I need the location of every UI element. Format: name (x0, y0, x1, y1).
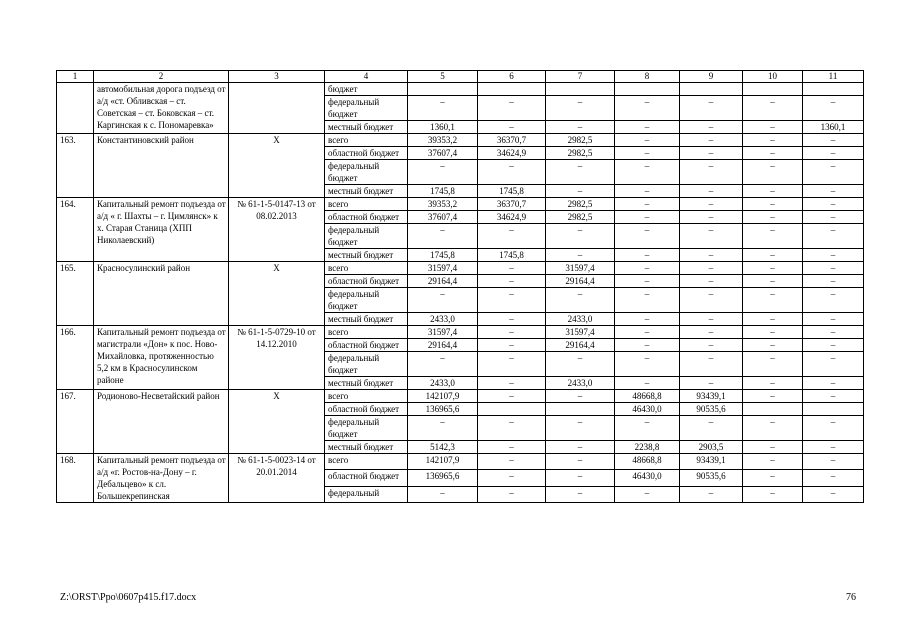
amount-cell (408, 83, 478, 96)
amount-cell: 136965,6 (408, 470, 478, 486)
amount-cell: – (408, 486, 478, 502)
amount-cell: 1360,1 (408, 121, 478, 134)
column-number-cell: 7 (546, 71, 615, 83)
amount-cell: – (408, 96, 478, 121)
amount-cell (803, 83, 864, 96)
amount-cell: – (680, 377, 743, 390)
amount-cell: 36370,7 (478, 198, 546, 211)
amount-cell: – (680, 160, 743, 185)
amount-cell: – (743, 288, 803, 313)
funding-source-cell: федеральный бюджет (325, 160, 408, 185)
amount-cell: – (803, 313, 864, 326)
amount-cell: – (680, 339, 743, 352)
amount-cell: – (615, 288, 680, 313)
amount-cell: – (803, 416, 864, 441)
amount-cell: – (743, 313, 803, 326)
amount-cell: – (743, 326, 803, 339)
amount-cell (478, 403, 546, 416)
funding-source-cell: областной бюджет (325, 275, 408, 288)
amount-cell: – (803, 454, 864, 470)
object-name-cell: Капитальный ремонт подъезда от а/д «г. Ростов-на-Дону – г. Дебальцево» к сл. Большекрепинская (94, 454, 229, 503)
amount-cell: 1745,8 (408, 249, 478, 262)
funding-source-cell: местный бюджет (325, 185, 408, 198)
amount-cell: – (680, 147, 743, 160)
amount-cell: – (743, 470, 803, 486)
row-number-cell: 164. (57, 198, 94, 262)
amount-cell: – (546, 470, 615, 486)
amount-cell: 1360,1 (803, 121, 864, 134)
amount-cell: 90535,6 (680, 470, 743, 486)
amount-cell: – (478, 377, 546, 390)
row-number-cell: 165. (57, 262, 94, 326)
row-number-cell (57, 83, 94, 134)
funding-source-cell: областной бюджет (325, 339, 408, 352)
amount-cell: – (478, 313, 546, 326)
amount-cell: 2903,5 (680, 441, 743, 454)
amount-cell: – (615, 275, 680, 288)
amount-cell (743, 83, 803, 96)
column-number-cell: 9 (680, 71, 743, 83)
row-number-cell: 163. (57, 134, 94, 198)
amount-cell: – (803, 211, 864, 224)
amount-cell: 2433,0 (546, 313, 615, 326)
budget-table (56, 70, 864, 503)
amount-cell: – (743, 339, 803, 352)
amount-cell: 31597,4 (408, 262, 478, 275)
funding-source-cell: федеральный бюджет (325, 288, 408, 313)
amount-cell: – (408, 288, 478, 313)
amount-cell: 2238,8 (615, 441, 680, 454)
amount-cell: 36370,7 (478, 134, 546, 147)
amount-cell: – (803, 224, 864, 249)
column-number-cell: 11 (803, 71, 864, 83)
amount-cell: 1745,8 (478, 249, 546, 262)
amount-cell (680, 83, 743, 96)
amount-cell: – (546, 454, 615, 470)
amount-cell: – (743, 416, 803, 441)
funding-source-cell: местный бюджет (325, 313, 408, 326)
amount-cell: – (615, 416, 680, 441)
amount-cell: 29164,4 (408, 339, 478, 352)
amount-cell: – (743, 390, 803, 403)
row-number-cell: 166. (57, 326, 94, 390)
amount-cell: – (615, 352, 680, 377)
table-row (57, 454, 864, 470)
table-row (57, 390, 864, 403)
amount-cell: – (803, 326, 864, 339)
funding-source-cell: федеральный (325, 486, 408, 502)
amount-cell: 2982,5 (546, 134, 615, 147)
page-number: 76 (846, 592, 856, 603)
amount-cell: 48668,8 (615, 390, 680, 403)
object-name-cell: автомобильная дорога подъезд от а/д «ст. Обливская – ст. Советская – ст. Боковская – ст. Каргинская к с. Пономаревка» (94, 83, 229, 134)
funding-source-cell: местный бюджет (325, 441, 408, 454)
amount-cell: 2982,5 (546, 147, 615, 160)
object-name-cell: Капитальный ремонт подъезда от а/д « г. Шахты – г. Цимлянск» к х. Старая Станица (ХПП Николаевский) (94, 198, 229, 262)
amount-cell: – (546, 288, 615, 313)
amount-cell: 90535,6 (680, 403, 743, 416)
amount-cell: – (546, 249, 615, 262)
amount-cell: – (680, 96, 743, 121)
amount-cell: – (615, 121, 680, 134)
amount-cell: – (803, 147, 864, 160)
amount-cell: – (680, 288, 743, 313)
amount-cell: – (615, 147, 680, 160)
amount-cell: – (743, 249, 803, 262)
amount-cell (803, 403, 864, 416)
column-number-cell: 8 (615, 71, 680, 83)
amount-cell: – (615, 326, 680, 339)
amount-cell: – (546, 352, 615, 377)
amount-cell: – (408, 224, 478, 249)
amount-cell: 93439,1 (680, 454, 743, 470)
funding-source-cell: всего (325, 326, 408, 339)
funding-source-cell: областной бюджет (325, 403, 408, 416)
amount-cell: – (615, 160, 680, 185)
amount-cell: – (803, 249, 864, 262)
amount-cell: – (803, 377, 864, 390)
amount-cell: – (478, 288, 546, 313)
column-number-cell: 1 (57, 71, 94, 83)
column-number-cell: 5 (408, 71, 478, 83)
funding-source-cell: всего (325, 134, 408, 147)
amount-cell: – (615, 339, 680, 352)
amount-cell: 2982,5 (546, 198, 615, 211)
amount-cell: 2982,5 (546, 211, 615, 224)
amount-cell: – (680, 326, 743, 339)
amount-cell: – (803, 352, 864, 377)
object-name-cell: Капитальный ремонт подъезда от магистрали «Дон» к пос. Ново-Михайловка, протяженностью 5,2 км в Красносулинском районе (94, 326, 229, 390)
amount-cell: – (478, 275, 546, 288)
amount-cell: 1745,8 (478, 185, 546, 198)
document-ref-cell: № 61-1-5-0147-13 от 08.02.2013 (229, 198, 325, 262)
document-ref-cell: X (229, 262, 325, 326)
amount-cell: – (478, 470, 546, 486)
column-number-cell: 10 (743, 71, 803, 83)
amount-cell: 5142,3 (408, 441, 478, 454)
amount-cell: – (803, 185, 864, 198)
amount-cell: 48668,8 (615, 454, 680, 470)
amount-cell: – (743, 377, 803, 390)
amount-cell: – (803, 275, 864, 288)
funding-source-cell: федеральный бюджет (325, 96, 408, 121)
amount-cell: – (478, 441, 546, 454)
amount-cell: 37607,4 (408, 147, 478, 160)
amount-cell: – (478, 486, 546, 502)
amount-cell: – (743, 160, 803, 185)
amount-cell: – (546, 160, 615, 185)
funding-source-cell: всего (325, 262, 408, 275)
amount-cell: – (478, 390, 546, 403)
object-name-cell: Родионово-Несветайский район (94, 390, 229, 454)
funding-source-cell: областной бюджет (325, 147, 408, 160)
amount-cell: – (743, 441, 803, 454)
amount-cell: – (478, 454, 546, 470)
amount-cell: – (546, 486, 615, 502)
column-number-row (57, 71, 864, 83)
table-row (57, 326, 864, 339)
row-number-cell: 167. (57, 390, 94, 454)
amount-cell: – (546, 224, 615, 249)
amount-cell: – (546, 441, 615, 454)
amount-cell: – (743, 486, 803, 502)
row-number-cell: 168. (57, 454, 94, 503)
amount-cell: 29164,4 (408, 275, 478, 288)
amount-cell: – (615, 262, 680, 275)
funding-source-cell: областной бюджет (325, 470, 408, 486)
amount-cell: 31597,4 (546, 326, 615, 339)
amount-cell: – (478, 326, 546, 339)
amount-cell: 29164,4 (546, 275, 615, 288)
funding-source-cell: федеральный бюджет (325, 352, 408, 377)
funding-source-cell: местный бюджет (325, 249, 408, 262)
amount-cell: – (546, 185, 615, 198)
table-row (57, 83, 864, 96)
amount-cell: – (478, 121, 546, 134)
amount-cell: 39353,2 (408, 198, 478, 211)
amount-cell: – (680, 486, 743, 502)
amount-cell: – (803, 486, 864, 502)
amount-cell: – (680, 224, 743, 249)
funding-source-cell: местный бюджет (325, 121, 408, 134)
object-name-cell: Константиновский район (94, 134, 229, 198)
amount-cell: 34624,9 (478, 147, 546, 160)
amount-cell: – (615, 134, 680, 147)
amount-cell: 46430,0 (615, 403, 680, 416)
funding-source-cell: федеральный бюджет (325, 224, 408, 249)
amount-cell: – (478, 224, 546, 249)
amount-cell: – (478, 416, 546, 441)
amount-cell: – (408, 352, 478, 377)
amount-cell: – (803, 470, 864, 486)
amount-cell: 37607,4 (408, 211, 478, 224)
document-sheet (56, 70, 863, 503)
amount-cell: – (743, 134, 803, 147)
amount-cell: – (680, 121, 743, 134)
amount-cell: – (546, 390, 615, 403)
amount-cell: – (680, 262, 743, 275)
amount-cell: – (743, 262, 803, 275)
amount-cell: – (680, 313, 743, 326)
amount-cell: – (615, 96, 680, 121)
amount-cell (546, 403, 615, 416)
amount-cell: 46430,0 (615, 470, 680, 486)
amount-cell: – (478, 339, 546, 352)
amount-cell: 39353,2 (408, 134, 478, 147)
amount-cell: – (803, 390, 864, 403)
amount-cell: – (615, 313, 680, 326)
amount-cell: – (615, 249, 680, 262)
funding-source-cell: областной бюджет (325, 211, 408, 224)
amount-cell: – (803, 96, 864, 121)
amount-cell: – (743, 198, 803, 211)
amount-cell: – (743, 224, 803, 249)
amount-cell: – (478, 96, 546, 121)
document-ref-cell: № 61-1-5-0729-10 от 14.12.2010 (229, 326, 325, 390)
amount-cell: – (680, 416, 743, 441)
amount-cell: – (546, 416, 615, 441)
amount-cell (546, 83, 615, 96)
amount-cell (615, 83, 680, 96)
amount-cell: 142107,9 (408, 454, 478, 470)
funding-source-cell: бюджет (325, 83, 408, 96)
amount-cell: 31597,4 (546, 262, 615, 275)
document-ref-cell (229, 83, 325, 134)
column-number-cell: 4 (325, 71, 408, 83)
amount-cell: – (680, 211, 743, 224)
amount-cell: – (615, 224, 680, 249)
object-name-cell: Красносулинский район (94, 262, 229, 326)
amount-cell: – (546, 121, 615, 134)
funding-source-cell: всего (325, 198, 408, 211)
table-row (57, 134, 864, 147)
amount-cell: 93439,1 (680, 390, 743, 403)
amount-cell: – (803, 134, 864, 147)
amount-cell: – (478, 352, 546, 377)
amount-cell: – (743, 121, 803, 134)
document-ref-cell: X (229, 134, 325, 198)
table-row (57, 262, 864, 275)
amount-cell: – (743, 211, 803, 224)
amount-cell: – (680, 198, 743, 211)
column-number-cell: 6 (478, 71, 546, 83)
amount-cell: – (803, 339, 864, 352)
amount-cell: – (546, 96, 615, 121)
amount-cell (478, 83, 546, 96)
amount-cell (743, 403, 803, 416)
amount-cell: – (680, 249, 743, 262)
amount-cell: 136965,6 (408, 403, 478, 416)
amount-cell: – (743, 147, 803, 160)
document-ref-cell: № 61-1-5-0023-14 от 20.01.2014 (229, 454, 325, 503)
amount-cell: – (743, 275, 803, 288)
amount-cell: – (615, 198, 680, 211)
amount-cell: – (680, 185, 743, 198)
amount-cell: – (680, 134, 743, 147)
amount-cell: 29164,4 (546, 339, 615, 352)
amount-cell: – (803, 441, 864, 454)
amount-cell: 2433,0 (546, 377, 615, 390)
amount-cell: – (680, 352, 743, 377)
funding-source-cell: всего (325, 454, 408, 470)
table-row (57, 198, 864, 211)
table-body (57, 71, 864, 503)
amount-cell: – (680, 275, 743, 288)
amount-cell: – (478, 160, 546, 185)
amount-cell: 2433,0 (408, 313, 478, 326)
funding-source-cell: местный бюджет (325, 377, 408, 390)
amount-cell: – (743, 454, 803, 470)
amount-cell: – (478, 262, 546, 275)
amount-cell: – (615, 185, 680, 198)
amount-cell: – (408, 416, 478, 441)
amount-cell: 142107,9 (408, 390, 478, 403)
amount-cell: – (803, 262, 864, 275)
amount-cell: – (803, 198, 864, 211)
amount-cell: – (803, 160, 864, 185)
amount-cell: – (743, 185, 803, 198)
funding-source-cell: всего (325, 390, 408, 403)
document-ref-cell: X (229, 390, 325, 454)
amount-cell: – (803, 288, 864, 313)
amount-cell: – (615, 377, 680, 390)
footer-file-path: Z:\ORST\Ppo\0607p415.f17.docx (60, 592, 197, 603)
amount-cell: – (408, 160, 478, 185)
amount-cell: 31597,4 (408, 326, 478, 339)
column-number-cell: 2 (94, 71, 229, 83)
amount-cell: 1745,8 (408, 185, 478, 198)
amount-cell: – (615, 486, 680, 502)
funding-source-cell: федеральный бюджет (325, 416, 408, 441)
column-number-cell: 3 (229, 71, 325, 83)
amount-cell: 34624,9 (478, 211, 546, 224)
amount-cell: – (615, 211, 680, 224)
amount-cell: – (743, 96, 803, 121)
amount-cell: – (743, 352, 803, 377)
amount-cell: 2433,0 (408, 377, 478, 390)
